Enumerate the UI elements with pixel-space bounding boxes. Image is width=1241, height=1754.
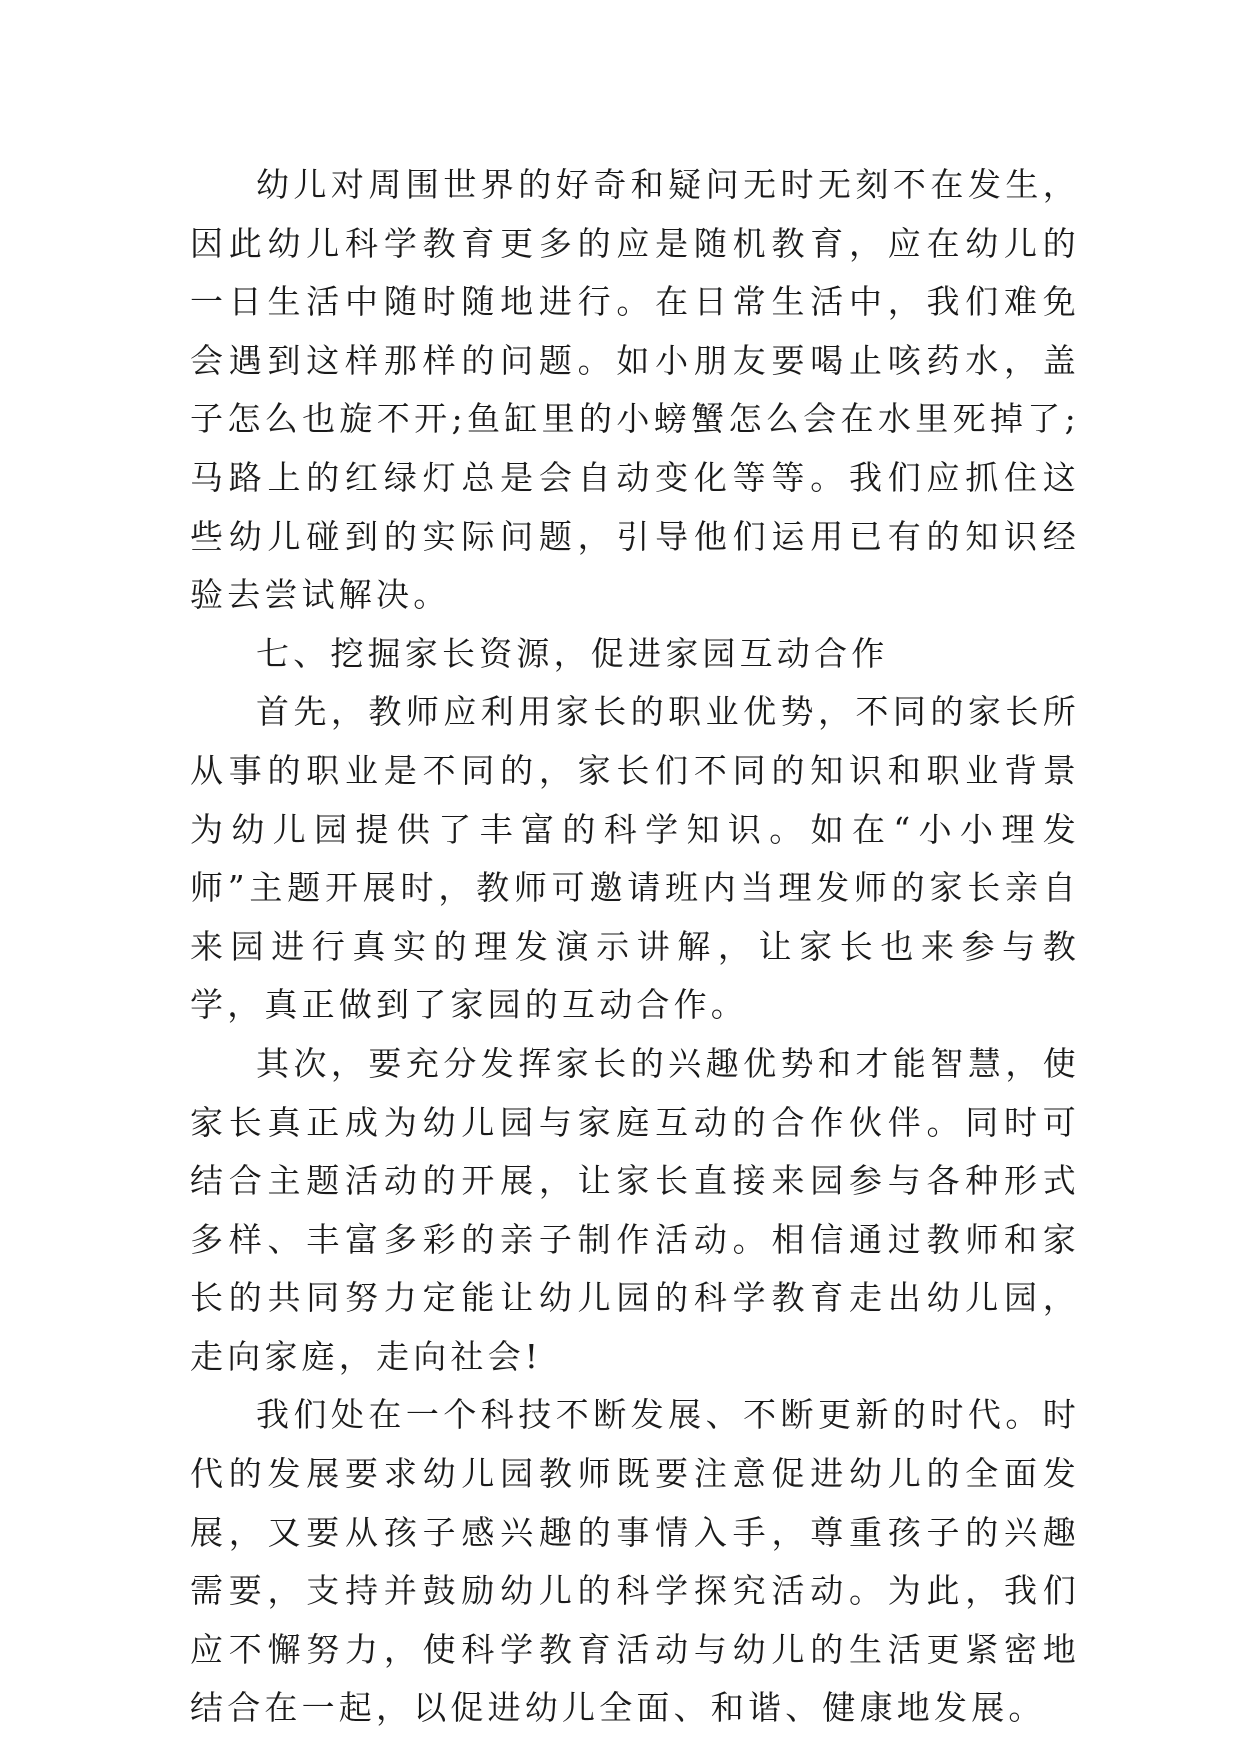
paragraph-parent-occupation: 首先，教师应利用家长的职业优势，不同的家长所从事的职业是不同的，家长们不同的知识和职业背景为幼儿园提供了丰富的科学知识。如在“小小理发师”主题开展时，教师可邀请班内当理发师的家长亲自来园进行真实的理发演示讲解，让家长也来参与教学，真正做到了家园的互动合作。 xyxy=(190,692,1080,1025)
paragraph-random-education: 幼儿对周围世界的好奇和疑问无时无刻不在发生，因此幼儿科学教育更多的应是随机教育，应在幼儿的一日生活中随时随地进行。在日常生活中，我们难免会遇到这样那样的问题。如小朋友要喝止咳药水，盖子怎么也旋不开;鱼缸里的小螃蟹怎么会在水里死掉了;马路上的红绿灯总是会自动变化等等。我们应抓住这些幼儿碰到的实际问题，引导他们运用已有的知识经验去尝试解决。 xyxy=(190,165,1080,615)
section-heading-parent-resources: 七、挖掘家长资源，促进家园互动合作 xyxy=(256,633,889,673)
document-body xyxy=(190,156,1080,1738)
paragraph-conclusion: 我们处在一个科技不断发展、不断更新的时代。时代的发展要求幼儿园教师既要注意促进幼儿的全面发展，又要从孩子感兴趣的事情入手，尊重孩子的兴趣需要，支持并鼓励幼儿的科学探究活动。为此，我们应不懈努力，使科学教育活动与幼儿的生活更紧密地结合在一起，以促进幼儿全面、和谐、健康地发展。 xyxy=(190,1395,1080,1728)
paragraph-parent-interests: 其次，要充分发挥家长的兴趣优势和才能智慧，使家长真正成为幼儿园与家庭互动的合作伙伴。同时可结合主题活动的开展，让家长直接来园参与各种形式多样、丰富多彩的亲子制作活动。相信通过教师和家长的共同努力定能让幼儿园的科学教育走出幼儿园，走向家庭，走向社会! xyxy=(190,1043,1080,1376)
